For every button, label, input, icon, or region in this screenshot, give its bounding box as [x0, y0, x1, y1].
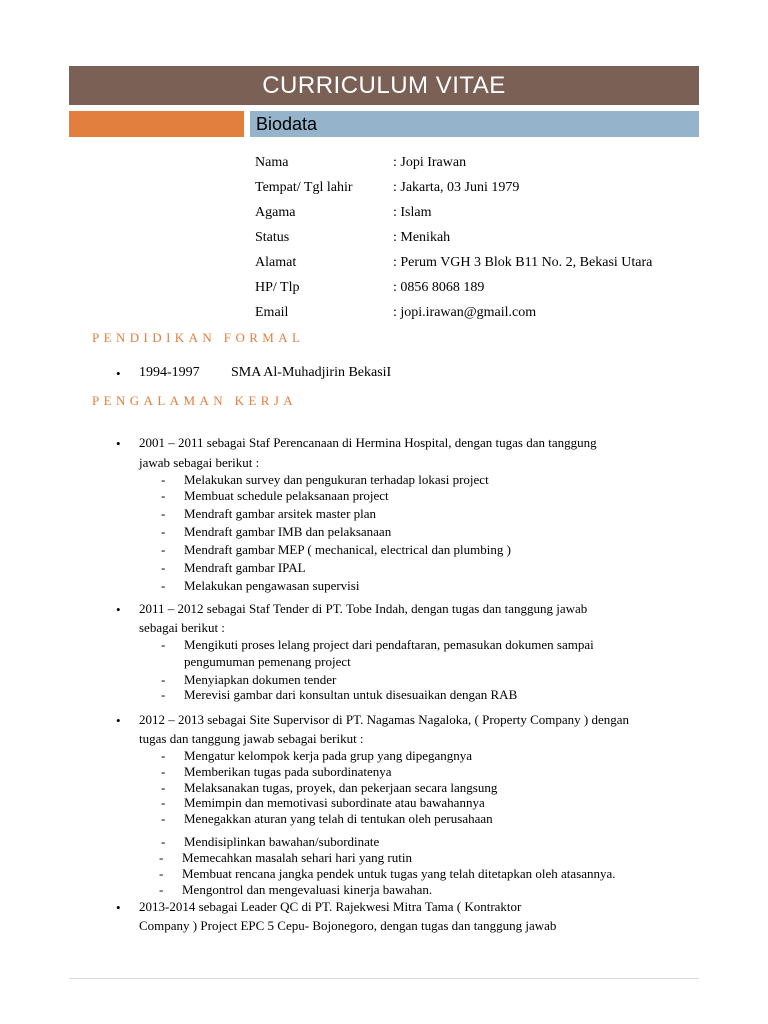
- dash-icon: -: [161, 560, 166, 575]
- heading-education: PENDIDIKAN FORMAL: [92, 330, 305, 345]
- job-task: Memberikan tugas pada subordinatenya: [184, 764, 392, 779]
- job-task: Memimpin dan memotivasi subordinate atau bawahannya: [184, 795, 485, 810]
- job-line: 2013-2014 sebagai Leader QC di PT. Rajekwesi Mitra Tama ( Kontraktor: [139, 899, 522, 914]
- dash-icon: -: [161, 542, 166, 557]
- biodata-label: Agama: [255, 205, 296, 220]
- dash-icon: -: [161, 780, 166, 795]
- education-school: SMA Al-Muhadjirin BekasiI: [231, 365, 392, 380]
- dash-icon: -: [161, 472, 166, 487]
- dash-icon: -: [159, 850, 164, 865]
- job-task: pengumuman pemenang project: [184, 654, 351, 669]
- section-title-biodata: Biodata: [250, 111, 699, 137]
- biodata-value: : Islam: [393, 205, 432, 220]
- job-task: Mendisiplinkan bawahan/subordinate: [184, 834, 380, 849]
- dash-icon: -: [161, 488, 166, 503]
- job-task: Mendraft gambar MEP ( mechanical, electrical dan plumbing ): [184, 542, 511, 557]
- dash-icon: -: [161, 748, 166, 763]
- biodata-value: : jopi.irawan@gmail.com: [393, 305, 537, 320]
- biodata-value: : Jopi Irawan: [393, 155, 467, 170]
- biodata-label: HP/ Tlp: [255, 280, 300, 295]
- biodata-label: Nama: [255, 155, 289, 170]
- dash-icon: -: [159, 882, 164, 897]
- job-task: Mendraft gambar IPAL: [184, 560, 306, 575]
- dash-icon: -: [161, 524, 166, 539]
- dash-icon: -: [161, 687, 166, 702]
- job-task: Merevisi gambar dari konsultan untuk disesuaikan dengan RAB: [184, 687, 518, 702]
- bullet-icon: •: [116, 436, 121, 451]
- bullet-icon: •: [116, 900, 121, 915]
- job-task: Menegakkan aturan yang telah di tentukan oleh perusahaan: [184, 811, 493, 826]
- biodata-label: Tempat/ Tgl lahir: [255, 180, 353, 195]
- biodata-value: : 0856 8068 189: [393, 280, 485, 295]
- job-task: Mendraft gambar IMB dan pelaksanaan: [184, 524, 392, 539]
- job-task: Melakukan pengawasan supervisi: [184, 578, 360, 593]
- heading-experience: PENGALAMAN KERJA: [92, 393, 298, 408]
- job-task: Melakukan survey dan pengukuran terhadap lokasi project: [184, 472, 489, 487]
- job-task: Mengontrol dan mengevaluasi kinerja bawahan.: [182, 882, 433, 897]
- bullet-icon: •: [116, 602, 121, 617]
- job-task: Melaksanakan tugas, proyek, dan pekerjaan secara langsung: [184, 780, 498, 795]
- biodata-label: Status: [255, 230, 290, 245]
- dash-icon: -: [161, 672, 166, 687]
- dash-icon: -: [161, 834, 166, 849]
- job-line: tugas dan tanggung jawab sebagai berikut :: [139, 731, 364, 746]
- biodata-label: Email: [255, 305, 289, 320]
- biodata-value: : Menikah: [393, 230, 451, 245]
- bullet-icon: •: [116, 366, 121, 381]
- bullet-icon: •: [116, 713, 121, 728]
- dash-icon: -: [161, 764, 166, 779]
- dash-icon: -: [161, 578, 166, 593]
- page-divider: [69, 978, 699, 979]
- biodata-label: Alamat: [255, 255, 297, 270]
- job-line: Company ) Project EPC 5 Cepu- Bojonegoro, dengan tugas dan tanggung jawab: [139, 918, 557, 933]
- dash-icon: -: [161, 637, 166, 652]
- job-task: Mengikuti proses lelang project dari pendaftaran, pemasukan dokumen sampai: [184, 637, 594, 652]
- cv-title: CURRICULUM VITAE: [69, 66, 699, 105]
- job-task: Membuat schedule pelaksanaan project: [184, 488, 389, 503]
- accent-block: [69, 111, 244, 137]
- job-line: 2012 – 2013 sebagai Site Supervisor di PT. Nagamas Nagaloka, ( Property Company ) dengan: [139, 712, 630, 727]
- dash-icon: -: [161, 795, 166, 810]
- biodata-value: : Perum VGH 3 Blok B11 No. 2, Bekasi Utara: [393, 255, 653, 270]
- education-years: 1994-1997: [139, 365, 200, 380]
- job-line: jawab sebagai berikut :: [139, 455, 260, 470]
- dash-icon: -: [159, 866, 164, 881]
- dash-icon: -: [161, 506, 166, 521]
- job-line: 2011 – 2012 sebagai Staf Tender di PT. Tobe Indah, dengan tugas dan tanggung jawab: [139, 601, 588, 616]
- job-task: Mendraft gambar arsitek master plan: [184, 506, 377, 521]
- job-line: 2001 – 2011 sebagai Staf Perencanaan di Hermina Hospital, dengan tugas dan tanggung: [139, 435, 597, 450]
- dash-icon: -: [161, 811, 166, 826]
- job-task: Menyiapkan dokumen tender: [184, 672, 337, 687]
- job-task: Memecahkan masalah sehari hari yang rutin: [182, 850, 412, 865]
- biodata-value: : Jakarta, 03 Juni 1979: [393, 180, 520, 195]
- job-line: sebagai berikut :: [139, 620, 225, 635]
- job-task: Membuat rencana jangka pendek untuk tugas yang telah ditetapkan oleh atasannya.: [182, 866, 616, 881]
- job-task: Mengatur kelompok kerja pada grup yang dipegangnya: [184, 748, 473, 763]
